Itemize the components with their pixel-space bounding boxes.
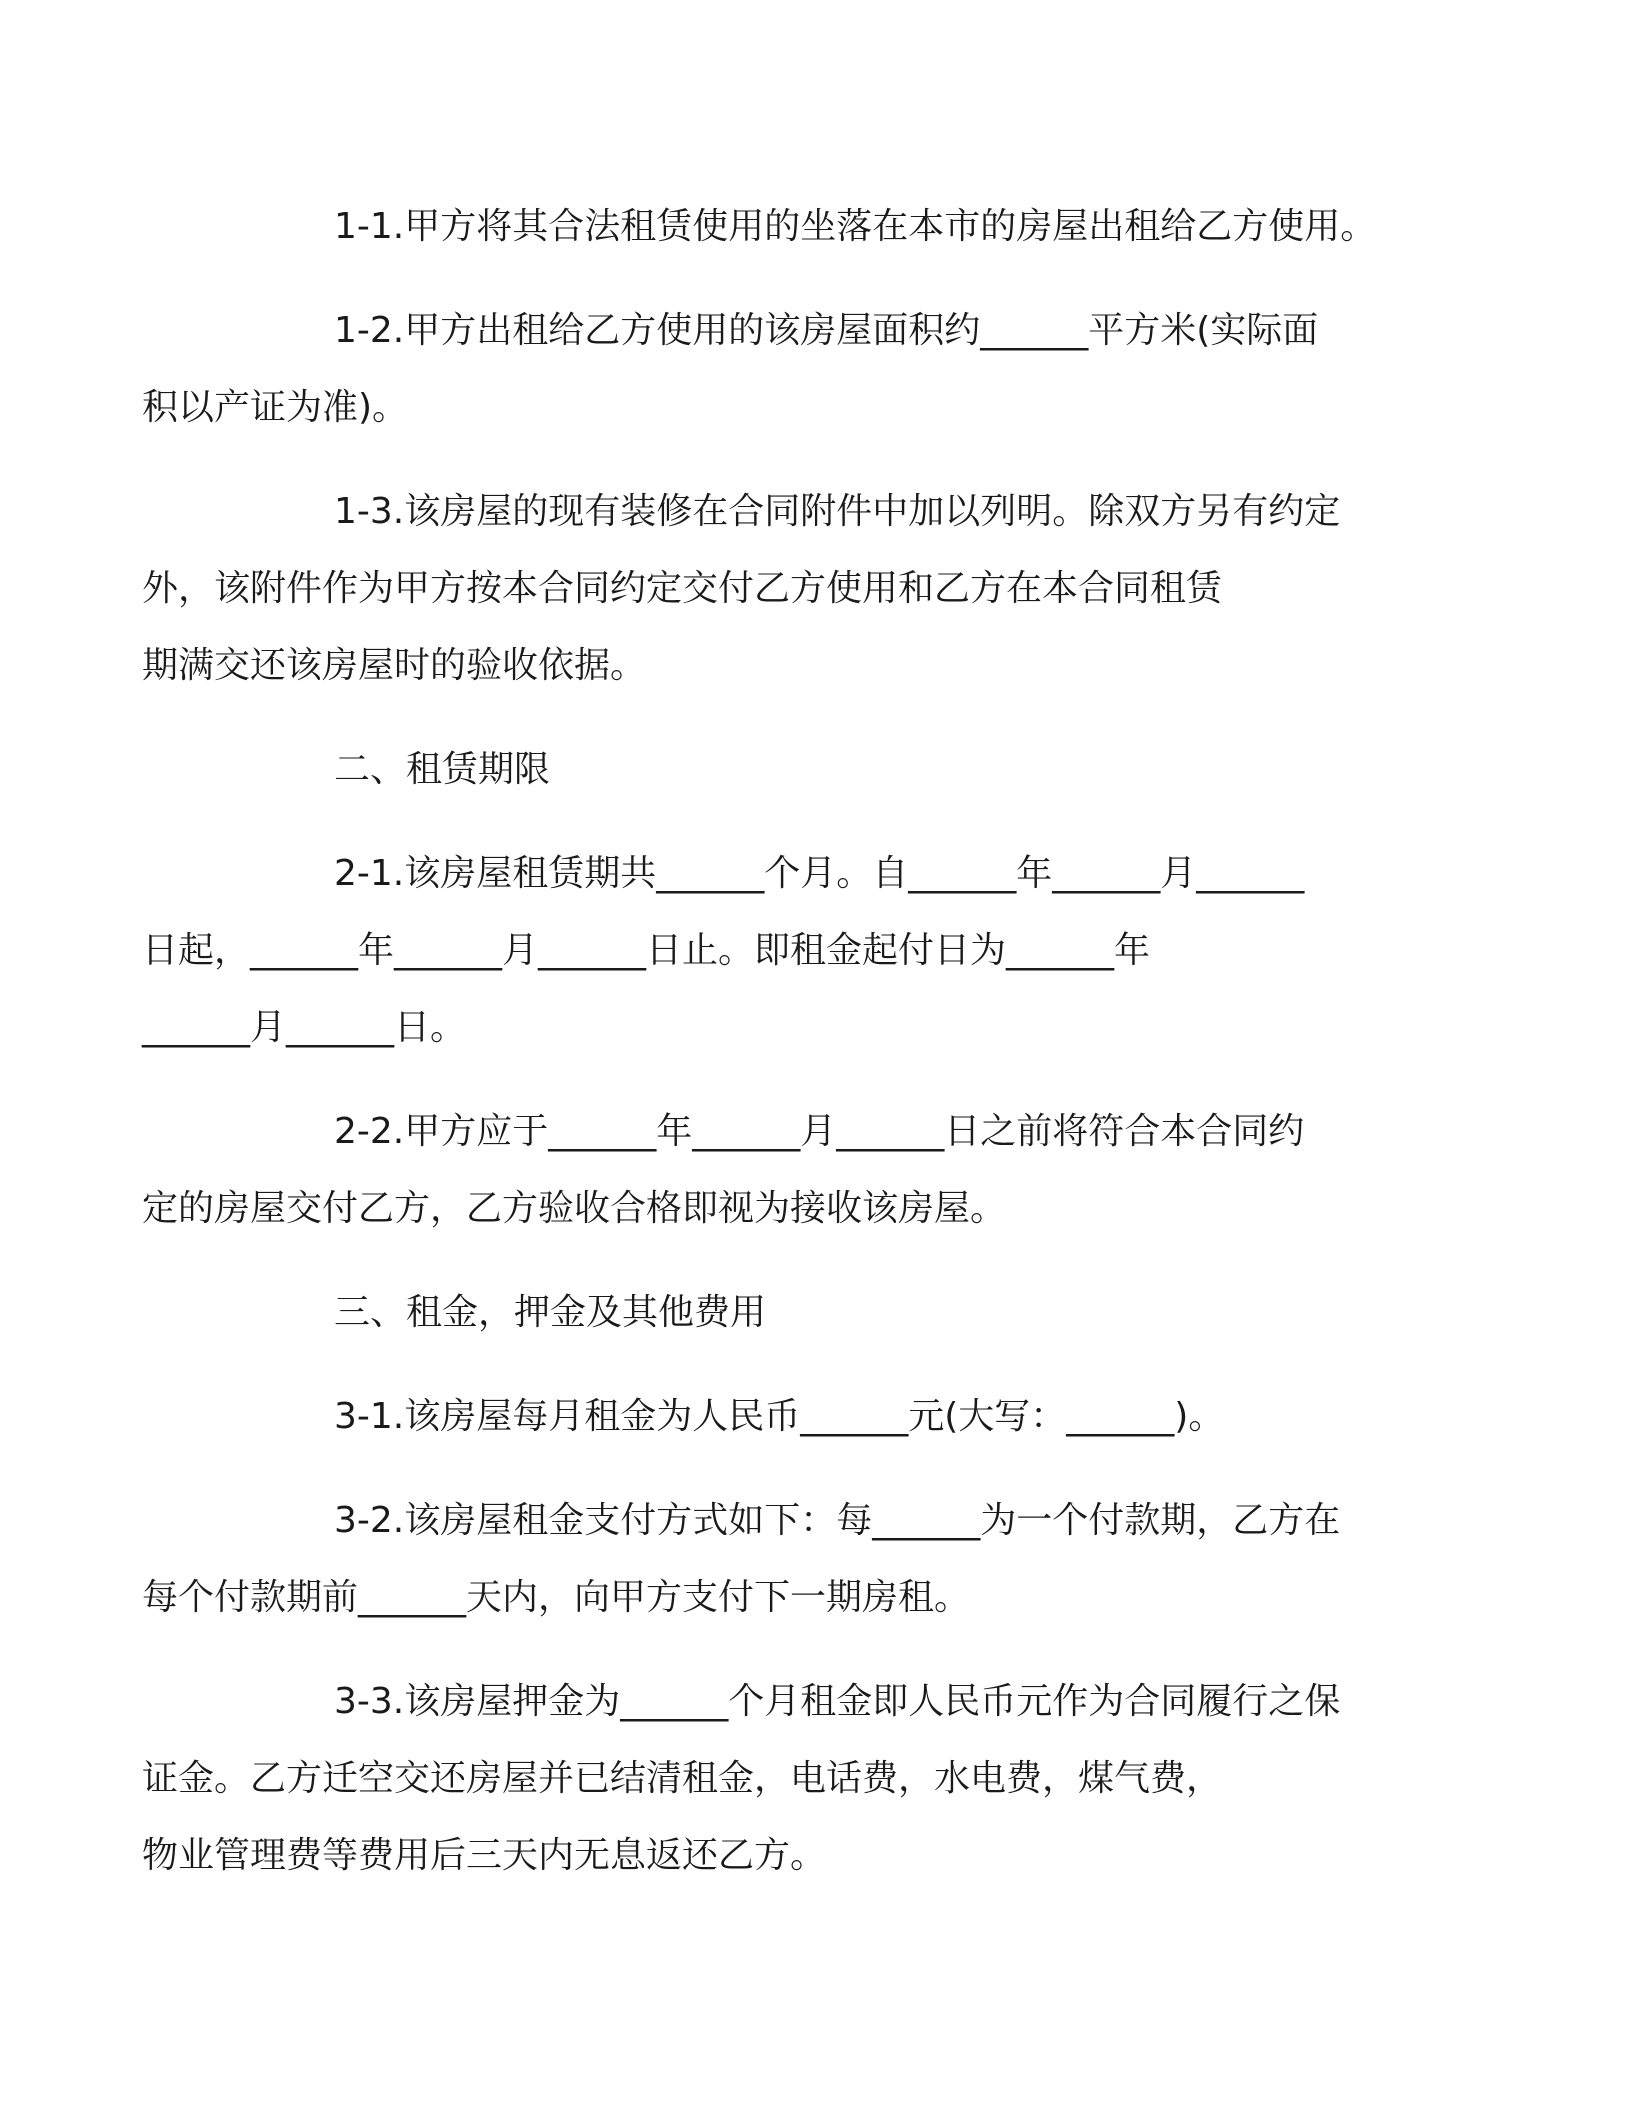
clause-3-2 bbox=[142, 1482, 1408, 1636]
clause-3-2-line-2: 每个付款期前______天内，向甲方支付下一期房租。 bbox=[142, 1577, 971, 1618]
section-heading-2 bbox=[238, 731, 1408, 808]
clause-1-1 bbox=[238, 188, 1408, 265]
clause-3-2-line-1: 3-2.该房屋租金支付方式如下：每______为一个付款期，乙方在 bbox=[334, 1500, 1341, 1541]
clause-1-3-line-3: 期满交还该房屋时的验收依据。 bbox=[142, 645, 647, 686]
section-heading-3 bbox=[238, 1274, 1408, 1351]
clause-1-3-line-2: 外，该附件作为甲方按本合同约定交付乙方使用和乙方在本合同租赁 bbox=[142, 568, 1223, 609]
clause-2-2 bbox=[142, 1093, 1408, 1247]
clause-1-2-line-1: 1-2.甲方出租给乙方使用的该房屋面积约______平方米(实际面 bbox=[334, 310, 1319, 351]
clause-3-3-line-2: 证金。乙方迁空交还房屋并已结清租金，电话费，水电费，煤气费， bbox=[142, 1758, 1223, 1799]
clause-2-1-line-1: 2-1.该房屋租赁期共______个月。自______年______月______ bbox=[334, 853, 1305, 894]
clause-3-3 bbox=[142, 1663, 1408, 1894]
clause-2-2-line-2: 定的房屋交付乙方，乙方验收合格即视为接收该房屋。 bbox=[142, 1188, 1007, 1229]
clause-1-3 bbox=[142, 473, 1408, 704]
clause-3-1 bbox=[238, 1378, 1408, 1455]
clause-2-1-line-2: 日起，______年______月______日止。即租金起付日为______年 bbox=[142, 930, 1151, 971]
contract-body bbox=[142, 188, 1408, 1921]
section-heading-3-text: 三、租金，押金及其他费用 bbox=[334, 1292, 767, 1333]
clause-2-1 bbox=[142, 835, 1408, 1066]
clause-3-3-line-3: 物业管理费等费用后三天内无息返还乙方。 bbox=[142, 1835, 827, 1876]
clause-2-2-line-1: 2-2.甲方应于______年______月______日之前将符合本合同约 bbox=[334, 1111, 1305, 1152]
clause-1-1-line-1: 1-1.甲方将其合法租赁使用的坐落在本市的房屋出租给乙方使用。 bbox=[334, 206, 1377, 247]
clause-1-2-line-2: 积以产证为准)。 bbox=[142, 387, 409, 428]
clause-1-2 bbox=[142, 292, 1408, 446]
section-heading-2-text: 二、租赁期限 bbox=[334, 749, 551, 790]
clause-2-1-line-3: ______月______日。 bbox=[142, 1007, 467, 1048]
clause-3-1-line-1: 3-1.该房屋每月租金为人民币______元(大写：______)。 bbox=[334, 1396, 1225, 1437]
clause-1-3-line-1: 1-3.该房屋的现有装修在合同附件中加以列明。除双方另有约定 bbox=[334, 491, 1341, 532]
clause-3-3-line-1: 3-3.该房屋押金为______个月租金即人民币元作为合同履行之保 bbox=[334, 1681, 1341, 1722]
